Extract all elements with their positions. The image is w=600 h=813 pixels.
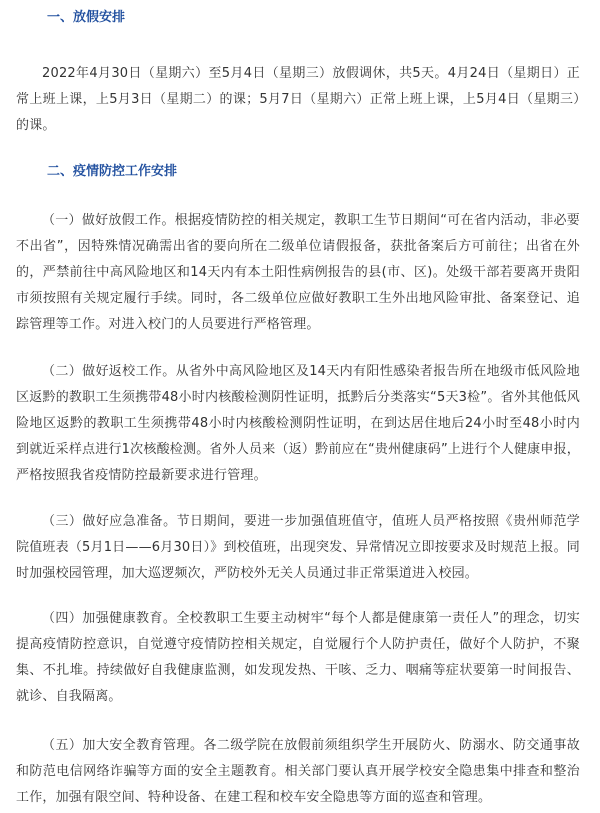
paragraph-emergency-prep: （三）做好应急准备。节日期间，要进一步加强值班值守，值班人员严格按照《贵州师范学院值班表（5月1日——6月30日）》到校值班，出现突发、异常情况立即按要求及时规范上报。同时加强校园管理，加大巡逻频次，严防校外无关人员通过非正常渠道进入校园。 bbox=[16, 514, 580, 581]
paragraph-holiday-schedule: 2022年4月30日（星期六）至5月4日（星期三）放假调休，共5天。4月24日（星期日）正常上班上课，上5月3日（星期二）的课；5月7日（星期六）正常上班上课，上5月4日（星期三）的课。 bbox=[16, 66, 580, 133]
paragraph-health-education: （四）加强健康教育。全校教职工生要主动树牢“每个人都是健康第一责任人”的理念，切实提高疫情防控意识，自觉遵守疫情防控相关规定，自觉履行个人防护责任，做好个人防护，不聚集、不扎堆。持续做好自我健康监测，如发现发热、干咳、乏力、咽痛等症状要第一时间报告、就诊、自我隔离。 bbox=[16, 611, 580, 704]
paragraph-return-school: （二）做好返校工作。从省外中高风险地区及14天内有阳性感染者报告所在地级市低风险地区返黔的教职工生须携带48小时内核酸检测阴性证明，抵黔后分类落实“5天3检”。省外其他低风险地区返黔的教职工生须携带48小时内核酸检测阴性证明，在到达居住地后24小时至48小时内到就近采样点进行1次核酸检测。省外人员来（返）黔前应在“贵州健康码”上进行个人健康申报，严格按照我省疫情防控最新要求进行管理。 bbox=[16, 364, 580, 483]
paragraph-leave-work: （一）做好放假工作。根据疫情防控的相关规定，教职工生节日期间“可在省内活动，非必要不出省”，因特殊情况确需出省的要向所在二级单位请假报备，获批备案后方可前往；出省在外的，严禁前往中高风险地区和14天内有本土阳性病例报告的县(市、区)。处级干部若要离开贵阳市须按照有关规定履行手续。同时，各二级单位应做好教职工生外出地风险审批、备案登记、追踪管理等工作。对进入校门的人员要进行严格管理。 bbox=[16, 213, 580, 332]
section-heading-holiday: 一、放假安排 bbox=[47, 10, 126, 25]
section-heading-epidemic: 二、疫情防控工作安排 bbox=[47, 164, 178, 179]
paragraph-safety-education: （五）加大安全教育管理。各二级学院在放假前须组织学生开展防火、防溺水、防交通事故和防范电信网络诈骗等方面的安全主题教育。相关部门要认真开展学校安全隐患集中排查和整治工作，加强有限空间、特种设备、在建工程和校车安全隐患等方面的巡查和管理。 bbox=[16, 738, 580, 805]
